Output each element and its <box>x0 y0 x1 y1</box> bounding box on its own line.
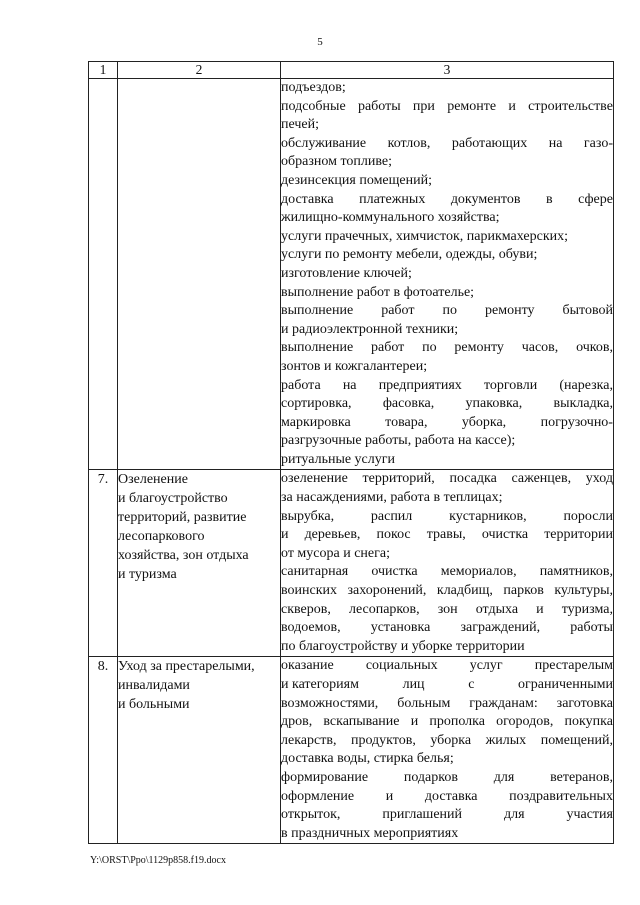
description-word: захоронений, <box>347 583 427 599</box>
description-word: выполнение работ в фотоателье; <box>281 284 475 300</box>
description-word: ремонту <box>454 340 504 356</box>
activity-name-line: и больными <box>118 697 190 713</box>
description-word: лекарств, <box>281 732 337 748</box>
description-line <box>281 619 613 638</box>
description-word: кладбищ, <box>436 583 493 599</box>
table-header-row <box>89 62 614 79</box>
description-line <box>281 79 613 98</box>
description-word: приглашений <box>382 807 463 823</box>
column-header-number: 1 <box>89 62 118 79</box>
description-word: участия <box>566 807 613 823</box>
description-word: очистка <box>481 527 529 543</box>
description-word: работы <box>570 620 613 636</box>
description-word: часов, <box>521 340 559 356</box>
description-line <box>281 395 613 414</box>
description-word: продуктов, <box>350 732 416 748</box>
activity-name <box>118 470 281 657</box>
description-line <box>281 788 613 807</box>
description-word: платежных <box>359 191 426 207</box>
description-line <box>281 135 613 154</box>
description-word: деревьев, <box>304 527 361 543</box>
description-word: услуги прачечных, химчисток, парикмахерских; <box>281 228 568 244</box>
description-word: выкладка, <box>553 396 613 412</box>
description-word: туризма, <box>561 601 613 617</box>
description-word: доставка воды, стирка белья; <box>281 751 454 767</box>
description-word: предприятиях <box>378 377 462 393</box>
table-row <box>89 79 614 470</box>
description-word: на <box>548 135 563 151</box>
description-word: разгрузочные работы, работа на кассе); <box>281 433 516 449</box>
activity-name-line: хозяйства, зон отдыха <box>118 548 249 564</box>
description-line <box>281 545 613 564</box>
description-word: работ <box>371 340 405 356</box>
description-word: и радиоэлектронной техники; <box>281 321 459 337</box>
description-word: выполнение <box>281 303 354 319</box>
description-word: озеленение <box>281 471 348 487</box>
description-word: поздравительных <box>509 788 613 804</box>
description-word: кустарников, <box>449 508 527 524</box>
description-word: возможностями, <box>281 695 379 711</box>
description-word: территории <box>544 527 613 543</box>
description-word: и <box>281 527 289 543</box>
description-word: травы, <box>426 527 466 543</box>
description-line <box>281 209 613 228</box>
description-word: работы <box>357 98 401 114</box>
description-word: и <box>508 98 516 114</box>
description-line <box>281 321 613 340</box>
description-word: жилых <box>485 732 527 748</box>
description-word: бытовой <box>562 303 613 319</box>
description-word: дезинсекция помещений; <box>281 172 433 188</box>
description-line <box>281 302 613 321</box>
description-word: прополка <box>429 714 485 730</box>
description-line <box>281 246 613 265</box>
file-path-footer: Y:\ORST\Ppo\1129p858.f19.docx <box>90 855 226 866</box>
description-word: лесопарков, <box>348 601 420 617</box>
description-line <box>281 414 613 433</box>
description-word: по <box>442 303 457 319</box>
description-line <box>281 284 613 303</box>
description-word: очков, <box>576 340 613 356</box>
description-word: выполнение <box>281 340 354 356</box>
page-number: 5 <box>317 36 323 48</box>
description-line <box>281 228 613 247</box>
activity-description <box>281 79 614 470</box>
description-line <box>281 172 613 191</box>
description-line <box>281 508 613 527</box>
description-line <box>281 451 613 470</box>
table-row <box>89 657 614 844</box>
activity-name-line: территорий, развитие <box>118 510 247 526</box>
description-word: парков <box>503 583 544 599</box>
description-word: печей; <box>281 117 319 133</box>
description-word: ритуальные услуги <box>281 451 395 467</box>
description-word: поросли <box>563 508 613 524</box>
description-word: открыток, <box>281 807 341 823</box>
description-line <box>281 732 613 751</box>
row-number: 7. <box>89 470 118 657</box>
description-word: установка <box>370 620 431 636</box>
activity-description <box>281 470 614 657</box>
description-word: работа <box>281 377 321 393</box>
description-word: памятников, <box>539 564 613 580</box>
description-word: покос <box>376 527 411 543</box>
description-word: территорий, <box>362 471 435 487</box>
description-word: погрузочно- <box>540 414 613 430</box>
description-word: для <box>493 769 515 785</box>
description-word: дров, <box>281 714 313 730</box>
description-word: покупка <box>564 714 613 730</box>
description-line <box>281 526 613 545</box>
description-word: уход <box>585 471 613 487</box>
activity-name-line: и туризма <box>118 567 177 583</box>
description-word: формирование <box>281 769 369 785</box>
description-line <box>281 377 613 396</box>
description-word: и <box>536 601 544 617</box>
description-word: по благоустройству и уборке территории <box>281 638 525 654</box>
description-word: больным <box>397 695 451 711</box>
description-word: культуры, <box>554 583 613 599</box>
description-line <box>281 601 613 620</box>
description-word: доставка <box>424 788 478 804</box>
description-line <box>281 191 613 210</box>
description-word: вскапывание <box>323 714 400 730</box>
description-line <box>281 265 613 284</box>
description-word: торговли <box>483 377 538 393</box>
row-number <box>89 79 118 470</box>
description-line <box>281 432 613 451</box>
description-word: и <box>385 788 394 804</box>
description-word: лиц <box>402 677 425 692</box>
description-word: заграждений, <box>460 620 541 636</box>
description-word: очистка <box>371 564 418 580</box>
activity-name-line: и благоустройство <box>118 491 228 507</box>
description-line <box>281 676 613 695</box>
row-number: 8. <box>89 657 118 844</box>
description-word: и <box>410 714 419 730</box>
description-line <box>281 153 613 172</box>
description-word: подсобные <box>281 98 346 114</box>
description-word: (нарезка, <box>559 377 613 393</box>
description-word: уборка <box>430 732 472 748</box>
description-word: услуги по ремонту мебели, одежды, обуви; <box>281 247 538 263</box>
description-word: упаковка, <box>465 396 523 412</box>
description-line <box>281 339 613 358</box>
description-word: работ <box>381 303 415 319</box>
description-word: скверов, <box>281 601 331 617</box>
description-word: оформление <box>281 788 355 804</box>
description-word: зонтов и кожгалантереи; <box>281 358 428 374</box>
description-word: санитарная <box>281 564 349 580</box>
description-word: товара, <box>385 414 428 430</box>
activity-name-line: Уход за престарелыми, <box>118 659 255 675</box>
description-word: ветеранов, <box>550 769 613 785</box>
description-word: распил <box>370 508 413 524</box>
description-word: маркировка <box>281 414 351 430</box>
description-line <box>281 563 613 582</box>
description-line <box>281 750 613 769</box>
description-word: по <box>422 340 437 356</box>
description-word: сфере <box>578 191 613 207</box>
description-word: и категориям <box>281 677 359 692</box>
description-word: воинских <box>281 583 338 599</box>
description-word: работающих <box>451 135 528 151</box>
description-word: при <box>412 98 435 114</box>
description-word: на <box>342 377 357 393</box>
description-word: для <box>503 807 525 823</box>
description-word: документов <box>450 191 521 207</box>
description-line <box>281 713 613 732</box>
description-word: в <box>545 191 553 207</box>
activity-name-line: Озеленение <box>118 472 188 488</box>
description-word: подарков <box>403 769 458 785</box>
description-word: подъездов; <box>281 80 346 95</box>
description-word: жилищно-коммунального хозяйства; <box>281 210 500 226</box>
description-word: образном топливе; <box>281 154 392 170</box>
description-word: газо- <box>583 135 613 151</box>
description-line <box>281 358 613 377</box>
description-word: помещений, <box>540 732 613 748</box>
description-word: обслуживание <box>281 135 367 151</box>
description-word: сортировка, <box>281 396 352 412</box>
description-line <box>281 806 613 825</box>
activity-name-line: лесопаркового <box>118 529 205 545</box>
description-word: в праздничных мероприятиях <box>281 825 459 841</box>
activities-table <box>88 61 614 844</box>
activity-description <box>281 657 614 844</box>
description-line <box>281 695 613 714</box>
activity-name-line: инвалидами <box>118 678 190 694</box>
column-header-description: 3 <box>281 62 614 79</box>
activity-name <box>118 657 281 844</box>
description-word: ограниченными <box>518 677 613 692</box>
description-word: огородов, <box>496 714 554 730</box>
column-header-activity: 2 <box>118 62 281 79</box>
description-word: социальных <box>365 658 438 674</box>
description-word: саженцев, <box>511 471 572 487</box>
description-word: отдыха <box>475 601 519 617</box>
description-line <box>281 470 613 489</box>
description-word: посадка <box>449 471 497 487</box>
table-row <box>89 470 614 657</box>
description-line <box>281 638 613 657</box>
description-word: зон <box>437 601 458 617</box>
description-word: строительстве <box>528 98 613 114</box>
description-word: за насаждениями, работа в теплицах; <box>281 490 503 506</box>
description-word: водоемов, <box>281 620 341 636</box>
description-word: с <box>468 677 475 692</box>
description-word: от мусора и снега; <box>281 545 390 561</box>
description-word: вырубка, <box>281 508 335 524</box>
description-word: заготовка <box>556 695 613 711</box>
description-line <box>281 769 613 788</box>
activity-name <box>118 79 281 470</box>
description-line <box>281 98 613 117</box>
description-word: котлов, <box>387 135 431 151</box>
description-word: оказание <box>281 658 334 674</box>
description-word: доставка <box>281 191 334 207</box>
description-line <box>281 489 613 508</box>
description-word: услуг <box>469 658 503 674</box>
description-word: изготовление ключей; <box>281 265 412 281</box>
description-word: ремонту <box>485 303 535 319</box>
description-line <box>281 116 613 135</box>
description-line <box>281 582 613 601</box>
description-word: уборка, <box>461 414 507 430</box>
description-line <box>281 825 613 844</box>
description-word: фасовка, <box>382 396 435 412</box>
description-line <box>281 657 613 676</box>
description-word: гражданам: <box>469 695 538 711</box>
description-word: престарелым <box>534 658 613 674</box>
description-word: мемориалов, <box>440 564 517 580</box>
description-word: ремонте <box>447 98 497 114</box>
